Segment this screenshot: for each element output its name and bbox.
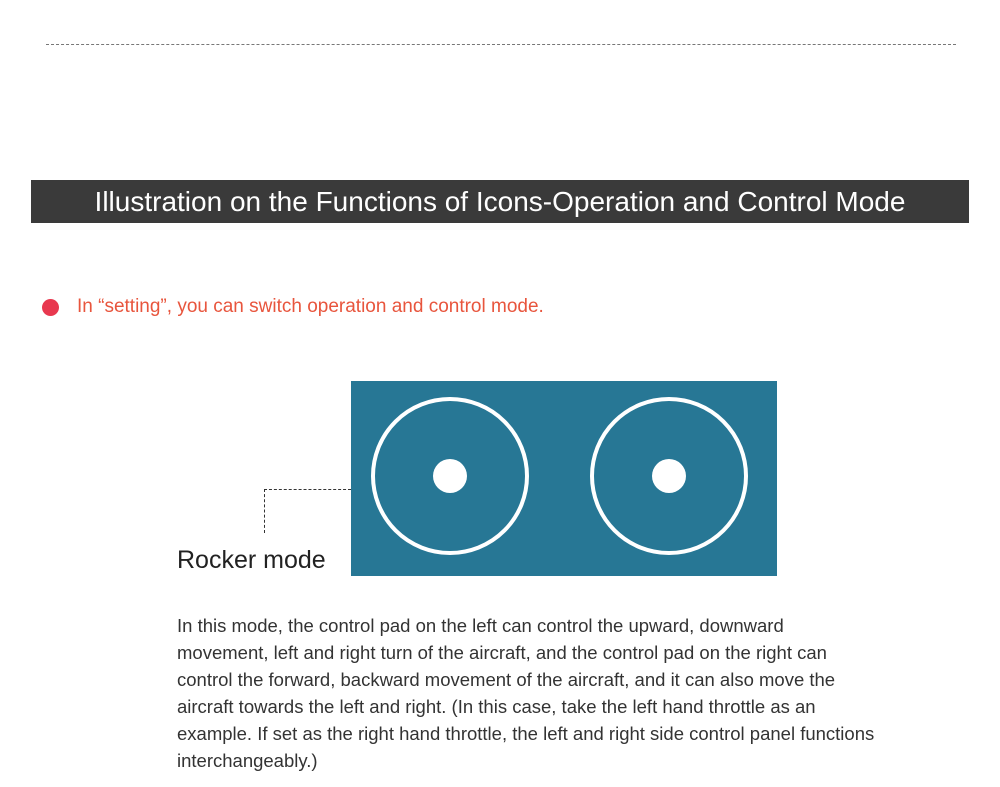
left-joystick-knob <box>433 459 467 493</box>
right-joystick-icon <box>590 397 748 555</box>
top-dashed-divider <box>46 44 956 45</box>
setting-note-text: In “setting”, you can switch operation and control mode. <box>77 296 544 317</box>
rocker-mode-description: In this mode, the control pad on the left can control the upward, downward movement, left and right turn of the aircraft, and the control pad on the right can control the forward, backward movement of the aircraft, and it can also move the aircraft towards the left and right. (In this case, take the left hand throttle as an example. If set as the right hand throttle, the left and right side control panel functions interchangeably.) <box>177 615 875 771</box>
callout-leader-horizontal <box>264 489 351 490</box>
page-title: Illustration on the Functions of Icons-Operation and Control Mode <box>31 180 969 223</box>
bullet-dot-icon <box>42 299 59 316</box>
rocker-mode-illustration <box>351 381 777 576</box>
setting-note <box>42 293 544 321</box>
left-joystick-icon <box>371 397 529 555</box>
right-joystick-knob <box>652 459 686 493</box>
callout-leader-vertical <box>264 489 265 533</box>
rocker-mode-label: Rocker mode <box>177 546 326 574</box>
